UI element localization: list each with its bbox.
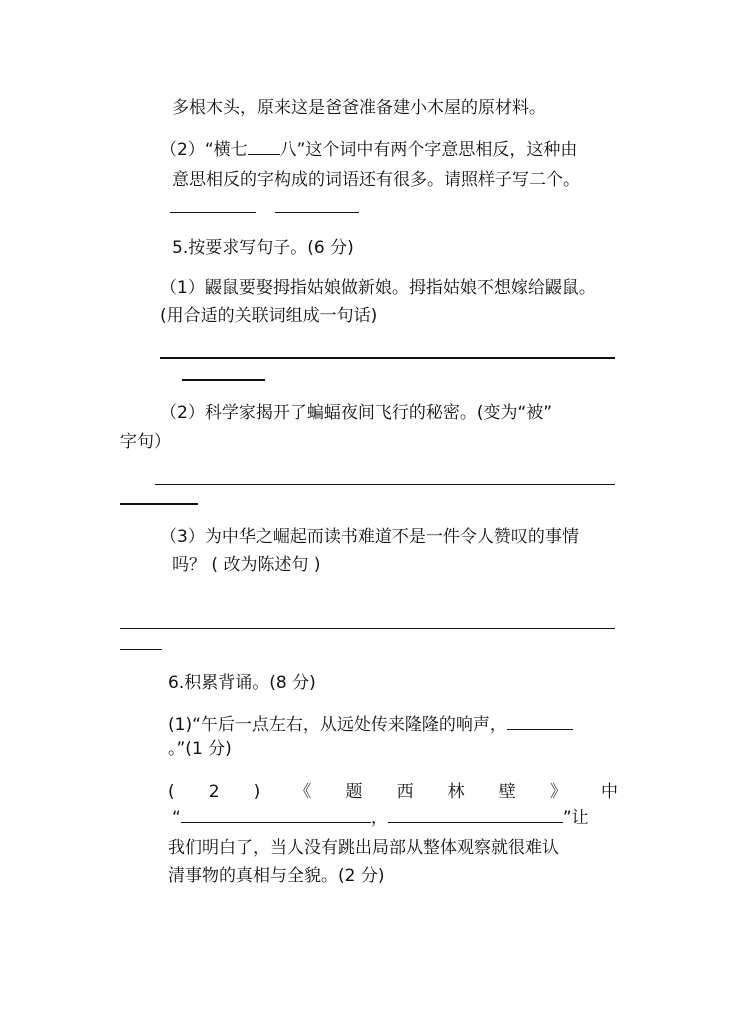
q6-2-char: 壁 — [498, 782, 516, 802]
text-line-continuation: 多根木头，原来这是爸爸准备建小木屋的原材料。 — [172, 98, 546, 118]
question-5-heading: 5.按要求写句子。(6 分) — [172, 238, 354, 258]
answer-blank-2[interactable] — [388, 808, 563, 823]
q6-2-char: 2 — [208, 782, 220, 802]
q6-2-char: 中 — [600, 782, 618, 802]
question-6-2-line-4: 清事物的真相与全貌。(2 分) — [168, 866, 385, 886]
answer-blank-1[interactable] — [170, 212, 256, 213]
question-6-1-line-2: 。”(1 分) — [168, 739, 232, 759]
answer-line-continuation[interactable] — [120, 503, 198, 505]
question-6-1-line-1 — [168, 715, 573, 735]
question-6-2-line-1 — [168, 782, 618, 802]
question-6-heading: 6.积累背诵。(8 分) — [168, 673, 316, 693]
question-6-2-line-2 — [172, 808, 589, 828]
q6-2-char: 》 — [549, 782, 567, 802]
answer-line-continuation[interactable] — [182, 379, 265, 381]
q6-2-char: ( — [168, 782, 175, 802]
q6-2-char: 西 — [396, 782, 414, 802]
question-5-2-line-2: 字句） — [120, 432, 171, 452]
q6-2-char: ) — [253, 782, 261, 802]
q6-2-char: 林 — [447, 782, 465, 802]
question-5-1-line-1: （1）鼹鼠要娶拇指姑娘做新娘。拇指姑娘不想嫁给鼹鼠。 — [160, 278, 596, 298]
answer-blank-1[interactable] — [181, 808, 371, 823]
question-5-2-line-1: （2）科学家揭开了蝙蝠夜间飞行的秘密。(变为“被” — [160, 403, 553, 423]
question-4-2-line-1 — [160, 140, 577, 160]
answer-line-continuation[interactable] — [120, 649, 162, 650]
q4-2-prefix: （2）“横七 — [160, 140, 248, 160]
answer-line[interactable] — [120, 628, 615, 629]
question-4-2-line-2: 意思相反的字构成的词语还有很多。请照样子写二个。 — [172, 170, 580, 190]
question-5-3-line-2: 吗？ ( 改为陈述句 ) — [172, 555, 321, 575]
close-quote: ”让 — [562, 808, 589, 828]
q6-1-text: (1)“午后一点左右，从远处传来隆隆的响声， — [168, 715, 507, 735]
q4-2-suffix: 八”这个词中有两个字意思相反，这种由 — [279, 140, 578, 160]
question-5-3-line-1: （3）为中华之崛起而读书难道不是一件令人赞叹的事情 — [160, 527, 579, 547]
comma: ， — [370, 808, 388, 828]
open-quote: “ — [172, 808, 181, 828]
question-6-2-line-3: 我们明白了，当人没有跳出局部从整体观察就很难认 — [168, 838, 559, 858]
answer-line[interactable] — [160, 357, 615, 359]
q6-2-char: 题 — [345, 782, 363, 802]
answer-blank[interactable] — [507, 715, 573, 730]
q6-2-char: 《 — [294, 782, 312, 802]
answer-blank-2[interactable] — [275, 212, 359, 213]
answer-line[interactable] — [155, 484, 615, 485]
question-5-1-line-2: (用合适的关联词组成一句话) — [160, 306, 378, 326]
answer-blank[interactable] — [248, 140, 280, 155]
